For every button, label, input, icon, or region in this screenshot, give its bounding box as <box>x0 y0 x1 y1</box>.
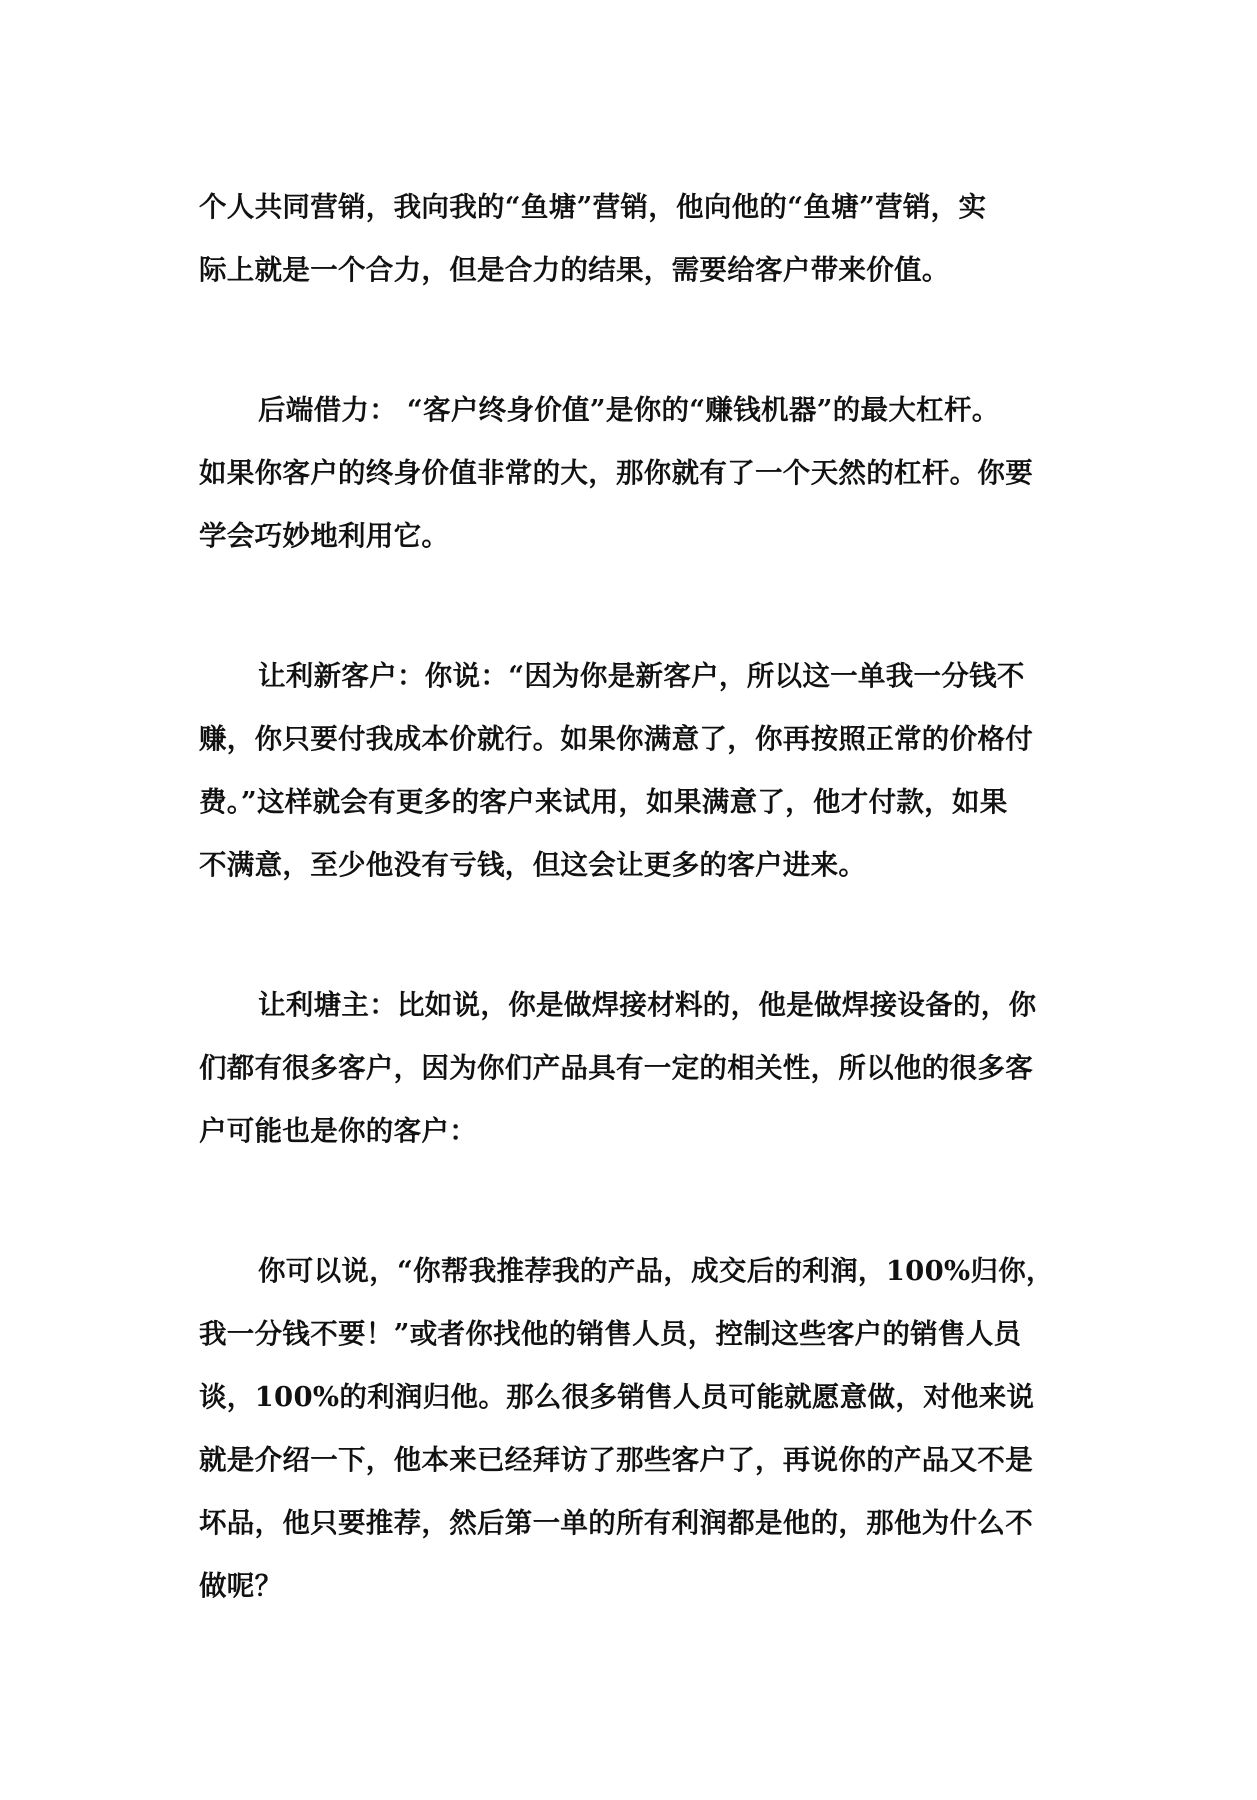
paragraph-1-line-2: 际上就是一个合力，但是合力的结果，需要给客户带来价值。 <box>199 254 950 286</box>
paragraph-3-line-4: 不满意，至少他没有亏钱，但这会让更多的客户进来。 <box>199 849 867 881</box>
paragraph-2-line-2: 如果你客户的终身价值非常的大，那你就有了一个天然的杠杆。你要 <box>199 457 1033 489</box>
paragraph-5-line-2: 我一分钱不要！”或者你找他的销售人员，控制这些客户的销售人员 <box>199 1318 1022 1350</box>
paragraph-3-line-2: 赚，你只要付我成本价就行。如果你满意了，你再按照正常的价格付 <box>199 723 1033 755</box>
paragraph-3-line-1: 让利新客户：你说：“因为你是新客户，所以这一单我一分钱不 <box>258 660 1025 692</box>
paragraph-3-line-3: 费。”这样就会有更多的客户来试用，如果满意了，他才付款，如果 <box>199 786 1008 818</box>
paragraph-5-line-6: 做呢？ <box>199 1570 283 1602</box>
paragraph-5-line-1: 你可以说，“你帮我推荐我的产品，成交后的利润，100%归你， <box>258 1255 1054 1287</box>
paragraph-5-line-3: 谈，100%的利润归他。那么很多销售人员可能就愿意做，对他来说 <box>199 1381 1035 1413</box>
paragraph-5-line-5: 坏品，他只要推荐，然后第一单的所有利润都是他的，那他为什么不 <box>199 1507 1033 1539</box>
paragraph-2-line-1: 后端借力： “客户终身价值”是你的“赚钱机器”的最大杠杆。 <box>258 394 1000 426</box>
paragraph-2-line-3: 学会巧妙地利用它。 <box>199 520 450 552</box>
paragraph-4-line-1: 让利塘主：比如说，你是做焊接材料的，他是做焊接设备的，你 <box>258 989 1037 1021</box>
paragraph-4-line-2: 们都有很多客户，因为你们产品具有一定的相关性，所以他的很多客 <box>199 1052 1033 1084</box>
paragraph-4-line-3: 户可能也是你的客户： <box>199 1115 477 1147</box>
paragraph-1-line-1: 个人共同营销，我向我的“鱼塘”营销，他向他的“鱼塘”营销，实 <box>199 191 987 223</box>
paragraph-5-line-4: 就是介绍一下，他本来已经拜访了那些客户了，再说你的产品又不是 <box>199 1444 1033 1476</box>
